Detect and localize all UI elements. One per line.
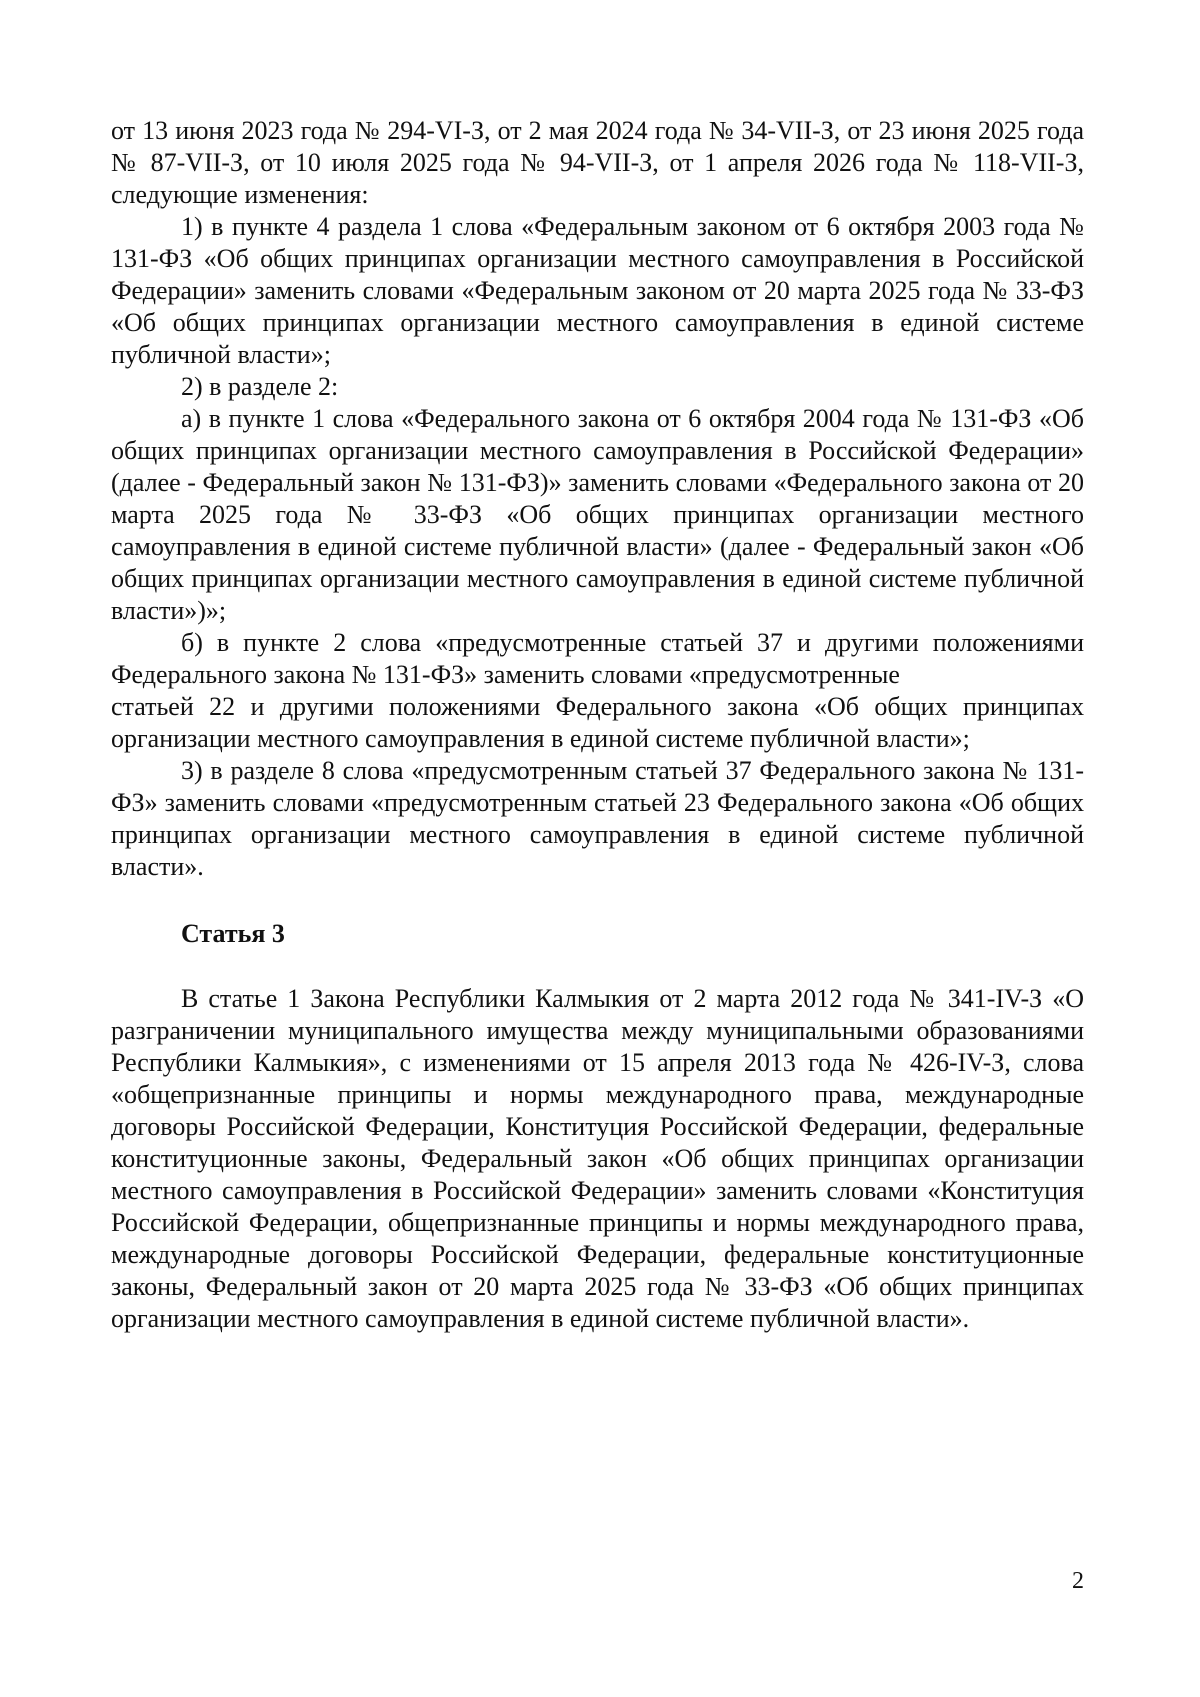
spacer [111, 950, 1084, 983]
paragraph-item-2b: б) в пункте 2 слова «предусмотренные статьей 37 и другими положениями Федерального закона № 131-ФЗ» заменить словами «предусмотренные [111, 628, 1084, 689]
page-number: 2 [1072, 1568, 1084, 1594]
document-body [111, 115, 1084, 1335]
paragraph-item-2a: а) в пункте 1 слова «Федерального закона от 6 октября 2004 года № 131-ФЗ «Об общих принципах организации местного самоуправления в Российской Федерации» (далее - Федеральный закон № 131-ФЗ)» заменить словами «Федерального закона от 20 марта 2025 года № 33-ФЗ «Об общих принципах организации местного самоуправления в единой системе публичной власти» (далее - Федеральный закон «Об общих принципах организации местного самоуправления в единой системе публичной власти»)»; [111, 404, 1084, 625]
paragraph-item-2b-continued: статьей 22 и другими положениями Федерального закона «Об общих принципах организации местного самоуправления в единой системе публичной власти»; [111, 692, 1084, 753]
paragraph-item-2: 2) в разделе 2: [181, 372, 339, 401]
paragraph-article-3-text: В статье 1 Закона Республики Калмыкия от 2 марта 2012 года № 341-IV-З «О разграничении муниципального имущества между муниципальными образованиями Республики Калмыкия», с изменениями от 15 апреля 2013 года № 426-IV-З, слова «общепризнанные принципы и нормы международного права, международные договоры Российской Федерации, Конституция Российской Федерации, федеральные конституционные законы, Федеральный закон «Об общих принципах организации местного самоуправления в Российской Федерации» заменить словами «Конституция Российской Федерации, общепризнанные принципы и нормы международного права, международные договоры Российской Федерации, федеральные конституционные законы, Федеральный закон от 20 марта 2025 года № 33-ФЗ «Об общих принципах организации местного самоуправления в единой системе публичной власти». [111, 984, 1084, 1333]
paragraph-item-1: 1) в пункте 4 раздела 1 слова «Федеральным законом от 6 октября 2003 года № 131-ФЗ «Об общих принципах организации местного самоуправления в Российской Федерации» заменить словами «Федеральным законом от 20 марта 2025 года № 33-ФЗ «Об общих принципах организации местного самоуправления в единой системе публичной власти»; [111, 212, 1084, 369]
spacer [111, 883, 1084, 918]
article-heading: Статья 3 [181, 919, 285, 948]
paragraph-amendment-list-intro: от 13 июня 2023 года № 294-VI-З, от 2 мая 2024 года № 34-VII-З, от 23 июня 2025 года № 87-VII-З, от 10 июля 2025 года № 94-VII-З, от 1 апреля 2026 года № 118-VII-З, следующие изменения: [111, 116, 1084, 209]
paragraph-item-3: 3) в разделе 8 слова «предусмотренным статьей 37 Федерального закона № 131-ФЗ» заменить словами «предусмотренным статьей 23 Федерального закона «Об общих принципах организации местного самоуправления в единой системе публичной власти». [111, 756, 1084, 881]
